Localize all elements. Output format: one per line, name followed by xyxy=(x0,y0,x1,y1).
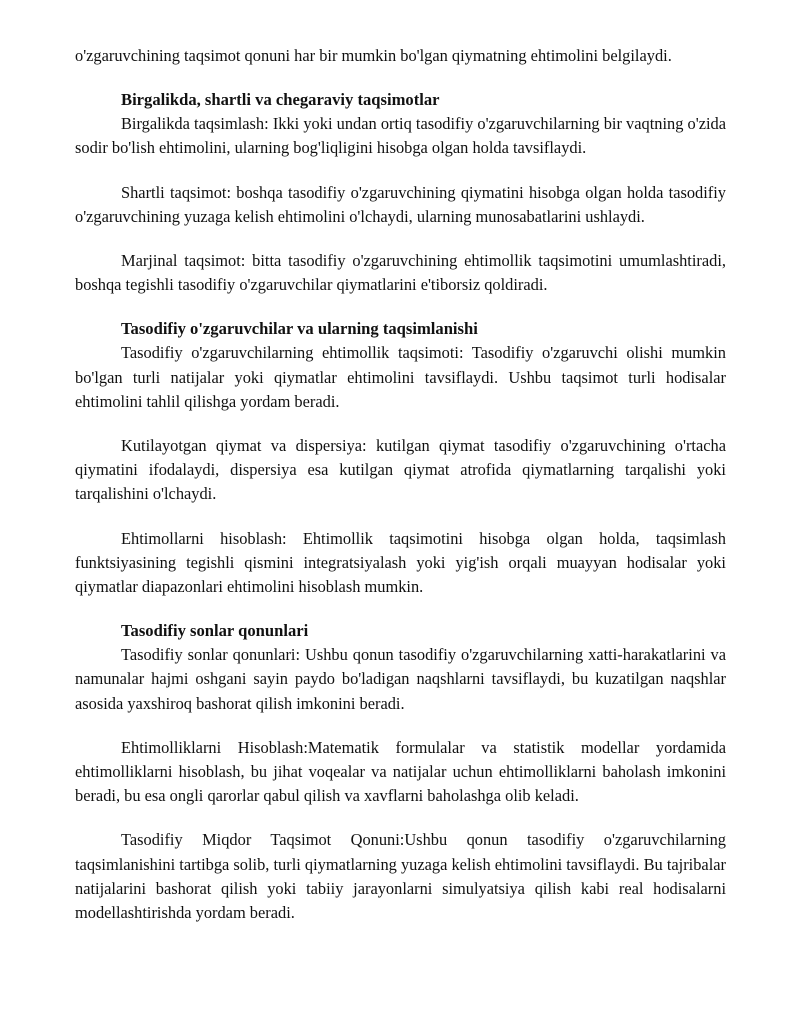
paragraph-conditional-distribution: Shartli taqsimot: boshqa tasodifiy o'zgaruvchining qiymatini hisobga olgan holda tasodifiy o'zgaruvchining yuzaga kelish ehtimolini o'lchaydi, ularning munosabatlarini ushlaydi. xyxy=(75,182,726,226)
paragraph-distribution-law: Tasodifiy Miqdor Taqsimot Qonuni:Ushbu qonun tasodifiy o'zgaruvchilarning taqsimlanishini tartibga solib, turli qiymatlarning yuzaga kelish ehtimolini tavsiflaydi. Bu tajribalar natijalarini bashorat qilish yoki tabiiy jarayonlarni simulyatsiya qilish kabi real hodisalarni modellashtirishda yordam beradi. xyxy=(75,830,726,923)
paragraph-joint-distribution: Birgalikda taqsimlash: Ikki yoki undan ortiq tasodifiy o'zgaruvchilarning bir vaqtning o'zida sodir bo'lish ehtimolini, ularning bog'liqligini hisobga olgan holda tavsiflaydi. xyxy=(75,114,726,158)
section-heading-random-number-laws: Tasodifiy sonlar qonunlari xyxy=(121,621,309,641)
paragraph-random-number-laws: Tasodifiy sonlar qonunlari: Ushbu qonun tasodifiy o'zgaruvchilarning xatti-harakatlarini va namunalar hajmi oshgani sayin paydo bo'ladigan naqshlarni tavsiflaydi, bu kuzatilgan naqshlar asosida yaxshiroq bashorat qilish imkonini beradi. xyxy=(75,645,726,713)
section-heading-joint-distributions: Birgalikda, shartli va chegaraviy taqsimotlar xyxy=(121,90,440,110)
paragraph-expected-value-variance: Kutilayotgan qiymat va dispersiya: kutilgan qiymat tasodifiy o'zgaruvchining o'rtacha qiymatini ifodalaydi, dispersiya esa kutilgan qiymat atrofida qiymatlarning tarqalishi yoki tarqalishini o'lchaydi. xyxy=(75,436,726,504)
section-heading-random-variables: Tasodifiy o'zgaruvchilar va ularning taqsimlanishi xyxy=(121,319,478,339)
intro-paragraph: o'zgaruvchining taqsimot qonuni har bir mumkin bo'lgan qiymatning ehtimolini belgilaydi. xyxy=(75,46,672,65)
paragraph-computing-probabilities: Ehtimolliklarni Hisoblash:Matematik formulalar va statistik modellar yordamida ehtimolliklarni hisoblash, bu jihat voqealar va natijalar uchun ehtimolliklarni baholash imkonini beradi, bu esa ongli qarorlar qabul qilish va xavflarni baholashga olib keladi. xyxy=(75,737,726,806)
paragraph-probability-distribution: Tasodifiy o'zgaruvchilarning ehtimollik taqsimoti: Tasodifiy o'zgaruvchi olishi mumkin bo'lgan turli natijalar yoki qiymatlar ehtimolini tavsiflaydi. Ushbu taqsimot turli hodisalar ehtimolini tahlil qilishga yordam beradi. xyxy=(75,343,726,411)
paragraph-marginal-distribution: Marjinal taqsimot: bitta tasodifiy o'zgaruvchining ehtimollik taqsimotini umumlashtiradi, boshqa tegishli tasodifiy o'zgaruvchilar qiymatlarini e'tiborsiz qoldiradi. xyxy=(75,251,726,295)
paragraph-probability-calculation: Ehtimollarni hisoblash: Ehtimollik taqsimotini hisobga olgan holda, taqsimlash funktsiyasining tegishli qismini integratsiyalash yoki yig'ish orqali muayyan hodisalar yoki qiymatlar diapazonlari ehtimolini hisoblash mumkin. xyxy=(75,528,726,597)
